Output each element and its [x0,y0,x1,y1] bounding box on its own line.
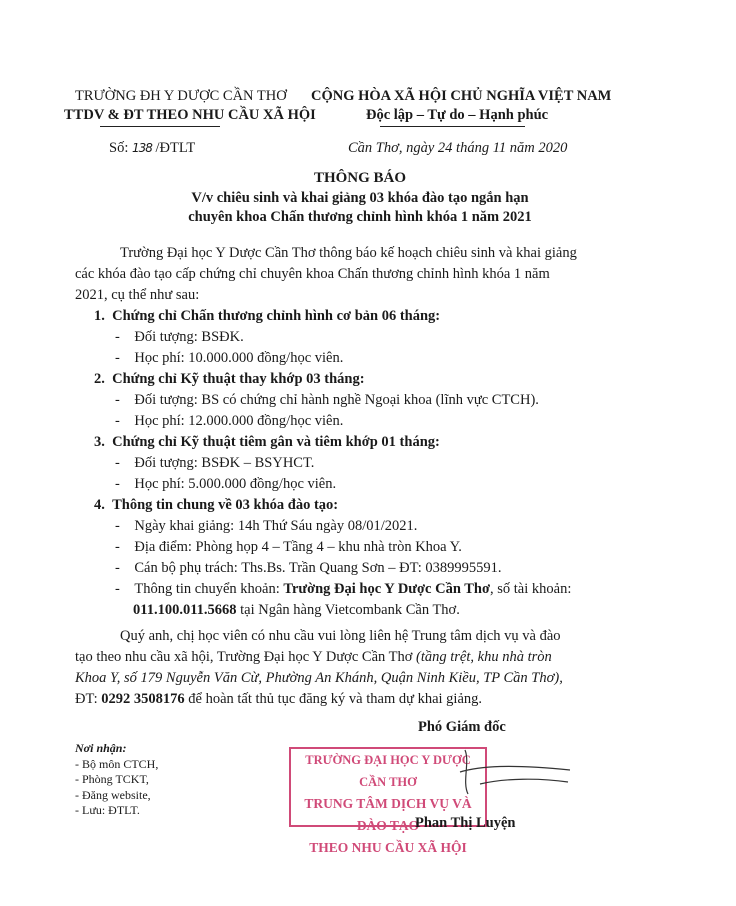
section-1-item-2: - Học phí: 10.000.000 đồng/học viên. [115,350,344,366]
handwritten-signature [420,742,580,822]
doc-subtitle-2: chuyên khoa Chấn thương chỉnh hình khóa 1 năm 2021 [188,209,532,225]
closing-line-1: Quý anh, chị học viên có nhu cầu vui lòng liên hệ Trung tâm dịch vụ và đào [120,628,561,644]
place-date: Cần Thơ, ngày 24 tháng 11 năm 2020 [348,140,568,156]
section-4-heading: 4. Thông tin chung về 03 khóa đào tạo: [94,497,339,513]
section-2-item-2: - Học phí: 12.000.000 đồng/học viên. [115,413,344,429]
closing-line-3: Khoa Y, số 179 Nguyễn Văn Cừ, Phường An Khánh, Quận Ninh Kiều, TP Cần Thơ), [75,670,563,686]
recipients-label: Nơi nhận: [75,741,127,755]
recipients-block [75,741,158,819]
stamp-line-1: TRƯỜNG ĐẠI HỌC Y DƯỢC CẦN THƠ [305,753,471,789]
intro-line-2: các khóa đào tạo cấp chứng chỉ chuyên khoa Chấn thương chỉnh hình khóa 1 năm [75,266,550,282]
section-4-item-2: - Địa điểm: Phòng họp 4 – Tầng 4 – khu nhà tròn Khoa Y. [115,539,462,555]
doc-number: Số: 138 /ĐTLT [109,140,196,156]
nation-line-1: CỘNG HÒA XÃ HỘI CHỦ NGHĨA VIỆT NAM [311,88,612,104]
stamp-line-2: TRUNG TÂM DỊCH VỤ VÀ ĐÀO TẠO [304,796,472,833]
section-2-heading: 2. Chứng chỉ Kỹ thuật thay khớp 03 tháng: [94,371,365,387]
intro-line-1: Trường Đại học Y Dược Cần Thơ thông báo kế hoạch chiêu sinh và khai giảng [120,245,577,261]
closing-line-2: tạo theo nhu cầu xã hội, Trường Đại học Y Dược Cần Thơ (tầng trệt, khu nhà tròn [75,649,552,665]
section-4-item-3: - Cán bộ phụ trách: Ths.Bs. Trần Quang Sơn – ĐT: 0389995591. [115,560,502,576]
stamp-line-3: THEO NHU CẦU XÃ HỘI [309,840,467,855]
org-line-1: TRƯỜNG ĐH Y DƯỢC CẦN THƠ [75,88,287,104]
signer-title: Phó Giám đốc [418,719,506,735]
section-4-item-bank: - Thông tin chuyển khoản: Trường Đại học Y Dược Cần Thơ, số tài khoản: [115,581,572,597]
motto-underline [380,126,525,127]
intro-line-3: 2021, cụ thể như sau: [75,287,200,303]
recipient-item: - Đăng website, [75,787,151,802]
recipient-item: - Lưu: ĐTLT. [75,803,140,817]
org-line-2: TTDV & ĐT THEO NHU CẦU XÃ HỘI [64,107,316,123]
section-4-item-1: - Ngày khai giảng: 14h Thứ Sáu ngày 08/01/2021. [115,518,418,534]
recipient-item: - Bộ môn CTCH, [75,756,159,771]
section-2-item-1: - Đối tượng: BS có chứng chỉ hành nghề Ngoại khoa (lĩnh vực CTCH). [115,392,539,408]
section-3-item-1: - Đối tượng: BSĐK – BSYHCT. [115,455,315,471]
section-3-heading: 3. Chứng chỉ Kỹ thuật tiêm gân và tiêm khớp 01 tháng: [94,434,440,450]
bank-account-line: 011.100.011.5668 tại Ngân hàng Vietcombank Cần Thơ. [133,602,460,618]
section-3-item-2: - Học phí: 5.000.000 đồng/học viên. [115,476,337,492]
section-1-heading: 1. Chứng chỉ Chấn thương chỉnh hình cơ bản 06 tháng: [94,308,441,324]
doc-title: THÔNG BÁO [313,170,407,186]
signer-name: Phan Thị Luyện [415,815,516,831]
section-1-item-1: - Đối tượng: BSĐK. [115,329,244,345]
doc-subtitle-1: V/v chiêu sinh và khai giảng 03 khóa đào tạo ngắn hạn [191,190,529,206]
recipient-item: - Phòng TCKT, [75,772,149,786]
closing-line-4: ĐT: 0292 3508176 để hoàn tất thủ tục đăng ký và tham dự khai giảng. [75,691,483,707]
org-underline [100,126,220,127]
nation-line-2: Độc lập – Tự do – Hạnh phúc [366,107,549,123]
